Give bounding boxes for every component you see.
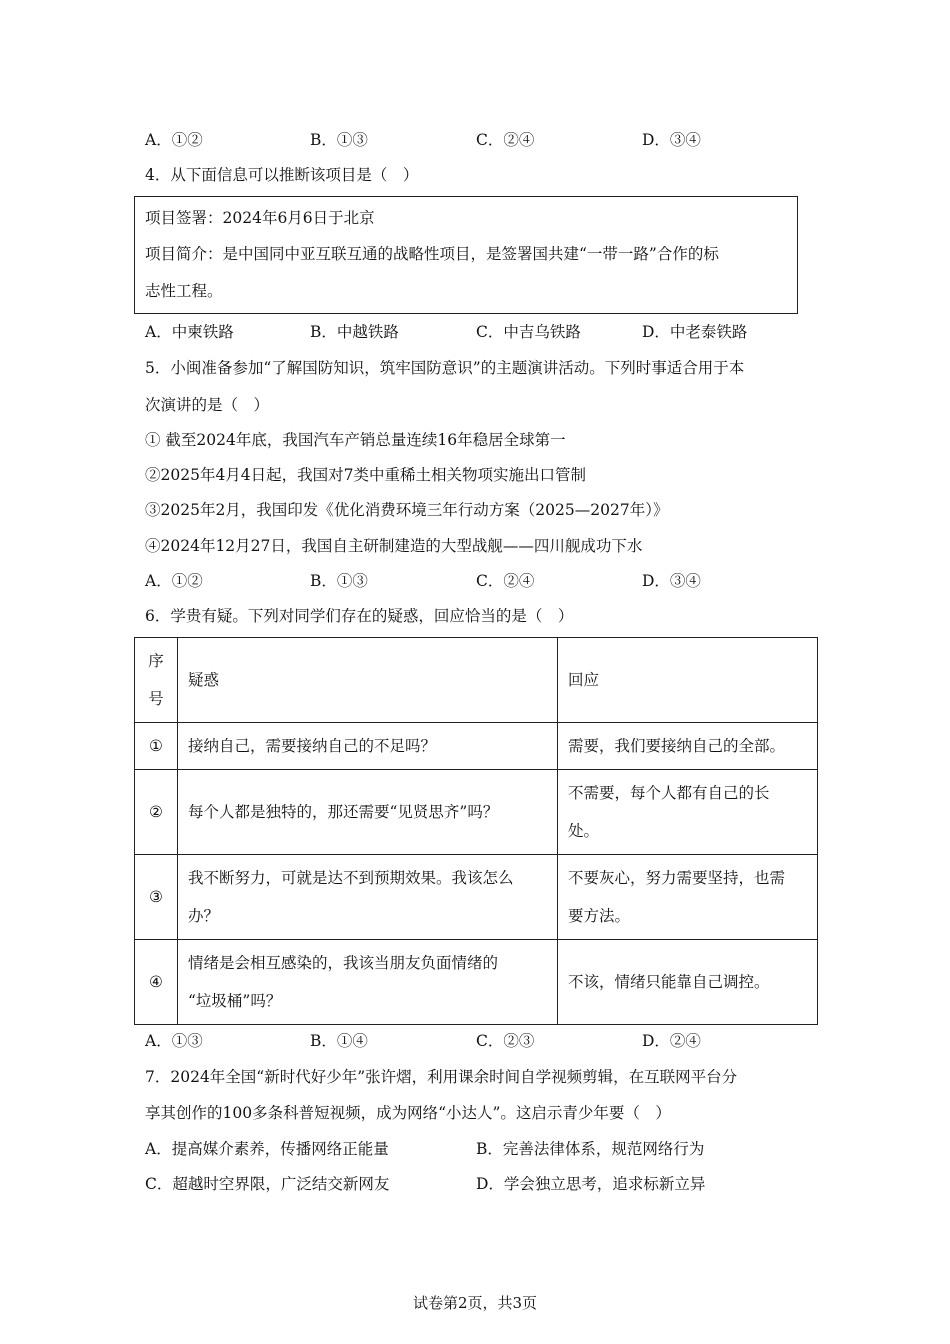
q7-option-d: D．学会独立思考，追求标新立异 (476, 1175, 706, 1193)
row-response (558, 723, 818, 770)
header-doubt: 疑惑 (178, 638, 558, 723)
table-row (135, 723, 818, 770)
q4-box-line: 项目签署：2024年6月6日于北京 (145, 209, 375, 227)
q5-item: ④2024年12月27日，我国自主研制建造的大型战舰——四川舰成功下水 (145, 537, 643, 555)
row-num: ③ (135, 855, 178, 940)
table-row (135, 770, 818, 855)
q6-stem: 6．学贵有疑。下列对同学们存在的疑惑，回应恰当的是（ ） (145, 607, 574, 625)
q6-option-a: A．①③ (145, 1032, 203, 1050)
q3-option-b: B．①③ (310, 131, 368, 149)
q4-box-line: 志性工程。 (145, 282, 223, 300)
row-num: ① (135, 723, 178, 770)
q6-table (134, 637, 818, 1025)
header-num-line2: 号 (148, 690, 164, 708)
q5-item: ③2025年2月，我国印发《优化消费环境三年行动方案（2025—2027年）》 (145, 501, 669, 519)
row-doubt (178, 723, 558, 770)
row-response (558, 855, 818, 940)
header-num (135, 638, 178, 723)
q4-option-c: C．中吉乌铁路 (476, 323, 581, 341)
q7-stem-line1: 7．2024年全国“新时代好少年”张许熠，利用课余时间自学视频剪辑，在互联网平台分 (145, 1068, 738, 1086)
row-response-line: 需要，我们要接纳自己的全部。 (568, 737, 786, 755)
q5-option-c: C．②④ (476, 572, 535, 590)
q4-option-a: A．中柬铁路 (145, 323, 234, 341)
q7-option-a: A．提高媒介素养，传播网络正能量 (145, 1140, 389, 1158)
table-header-row (135, 638, 818, 723)
table-row (135, 855, 818, 940)
header-response: 回应 (558, 638, 818, 723)
q4-option-d: D．中老泰铁路 (642, 323, 748, 341)
row-response (558, 940, 818, 1025)
q4-stem: 4．从下面信息可以推断该项目是（ ） (145, 166, 419, 184)
table-row (135, 940, 818, 1025)
row-doubt (178, 940, 558, 1025)
header-num-line1: 序 (148, 652, 164, 670)
row-response (558, 770, 818, 855)
q6-option-c: C．②③ (476, 1032, 535, 1050)
q4-option-b: B．中越铁路 (310, 323, 399, 341)
page-footer: 试卷第2页，共3页 (412, 1294, 538, 1312)
row-doubt-line: 每个人都是独特的，那还需要“见贤思齐”吗？ (188, 803, 499, 821)
row-response-line: 不该，情绪只能靠自己调控。 (568, 973, 770, 991)
q6-option-b: B．①④ (310, 1032, 368, 1050)
q5-item: ②2025年4月4日起，我国对7类中重稀土相关物项实施出口管制 (145, 466, 587, 484)
row-response-line: 不需要，每个人都有自己的长 (568, 784, 770, 802)
row-num: ② (135, 770, 178, 855)
row-response-line: 要方法。 (568, 907, 631, 925)
q7-option-b: B．完善法律体系，规范网络行为 (476, 1140, 705, 1158)
q7-option-c: C．超越时空界限，广泛结交新网友 (145, 1175, 390, 1193)
row-doubt-line: 办？ (188, 907, 220, 925)
q5-option-a: A．①② (145, 572, 203, 590)
q3-option-c: C．②④ (476, 131, 535, 149)
row-doubt-line: “垃圾桶”吗？ (188, 992, 282, 1010)
row-doubt-line: 情绪是会相互感染的，我该当朋友负面情绪的 (188, 954, 499, 972)
q5-option-d: D．③④ (642, 572, 701, 590)
q5-item: ① 截至2024年底，我国汽车产销总量连续16年稳居全球第一 (145, 431, 566, 449)
row-response-line: 不要灰心，努力需要坚持，也需 (568, 869, 786, 887)
row-doubt (178, 770, 558, 855)
row-doubt (178, 855, 558, 940)
q5-option-b: B．①③ (310, 572, 368, 590)
q3-option-a: A．①② (145, 131, 203, 149)
q4-info-box (134, 196, 798, 314)
row-doubt-line: 接纳自己，需要接纳自己的不足吗？ (188, 737, 437, 755)
q4-box-line: 项目简介：是中国同中亚互联互通的战略性项目，是签署国共建“一带一路”合作的标 (145, 245, 719, 263)
row-doubt-line: 我不断努力，可就是达不到预期效果。我该怎么 (188, 869, 514, 887)
q5-stem-line2: 次演讲的是（ ） (145, 396, 270, 414)
row-num: ④ (135, 940, 178, 1025)
q7-stem-line2: 享其创作的100多条科普短视频，成为网络“小达人”。这启示青少年要（ ） (145, 1104, 671, 1122)
q5-stem-line1: 5．小闽准备参加“了解国防知识，筑牢国防意识”的主题演讲活动。下列时事适合用于本 (145, 359, 745, 377)
row-response-line: 处。 (568, 822, 600, 840)
q6-option-d: D．②④ (642, 1032, 701, 1050)
q3-option-d: D．③④ (642, 131, 701, 149)
